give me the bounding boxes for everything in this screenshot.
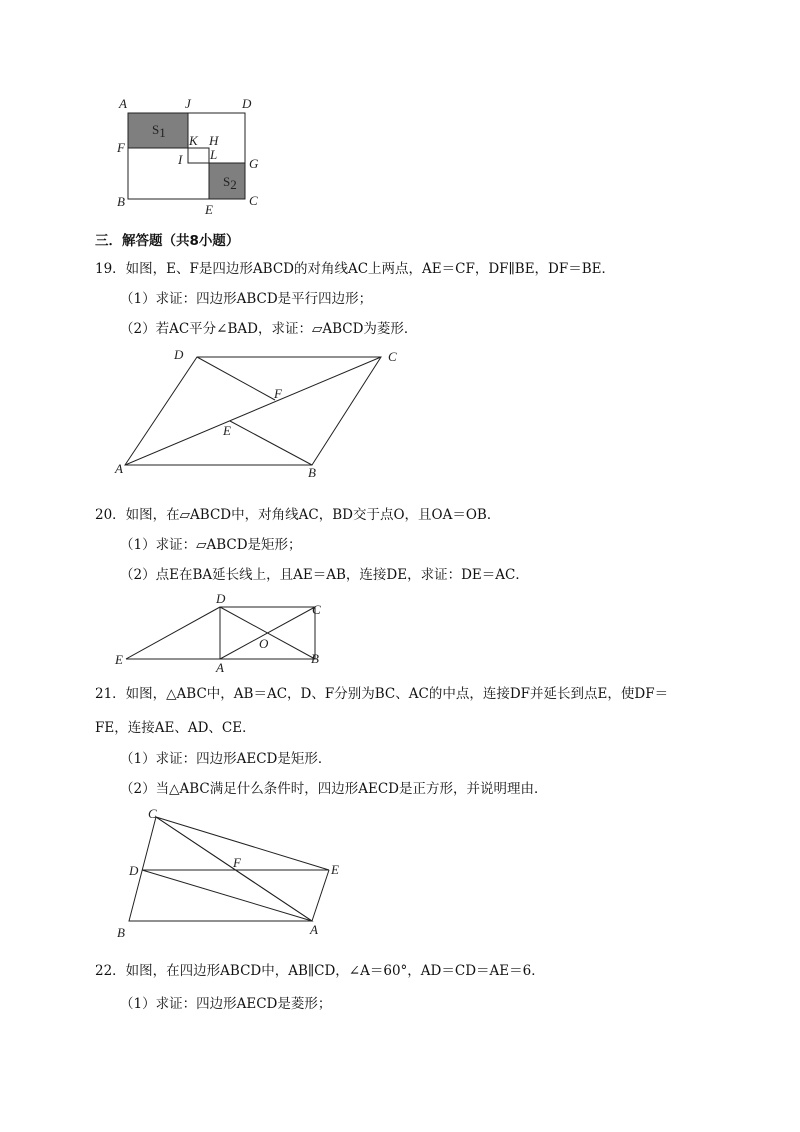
label-d: D [174, 347, 184, 362]
q19-part2: （2）若AC平分∠BAD，求证：▱ABCD为菱形． [120, 321, 418, 337]
label-l: L [210, 147, 218, 162]
diagonal-ac [125, 357, 381, 465]
label-e: E [205, 202, 213, 217]
figure-q19-parallelogram [110, 345, 410, 480]
label-s1: S1 [152, 122, 166, 140]
q21-part2: （2）当△ABC满足什么条件时，四边形AECD是正方形，并说明理由． [120, 781, 548, 797]
inner-small-square [188, 148, 209, 163]
label-c: C [148, 806, 157, 821]
q21-part1: （1）求证：四边形AECD是矩形． [120, 751, 332, 767]
label-e: E [223, 423, 231, 438]
segment-df [197, 357, 275, 400]
label-c: C [388, 349, 397, 364]
q20-stem: 20．如图，在▱ABCD中，对角线AC，BD交于点O，且OA＝OB． [95, 507, 501, 523]
label-h: H [209, 133, 219, 148]
q21-stem-line1: 21．如图，△ABC中，AB＝AC，D、F分别为BC、AC的中点，连接DF并延长到点E，使DF＝ [95, 686, 669, 702]
q21-stem-line2: FE，连接AE、AD、CE． [95, 720, 256, 736]
label-o: O [259, 636, 269, 651]
label-f: F [274, 386, 282, 401]
label-j: J [185, 96, 191, 111]
label-a: A [119, 96, 127, 111]
label-f: F [233, 855, 241, 870]
label-a: A [310, 922, 318, 937]
label-d: D [129, 863, 139, 878]
section-heading: 三．解答题（共8小题） [95, 233, 240, 249]
q20-part1: （1）求证：▱ABCD是矩形； [120, 537, 302, 553]
segment-de [126, 607, 220, 659]
label-f: F [117, 140, 125, 155]
q22-stem: 22．如图，在四边形ABCD中，AB∥CD，∠A＝60°，AD＝CD＝AE＝6． [95, 963, 545, 979]
label-b: B [117, 925, 125, 940]
figure-squares-diagram [110, 92, 270, 217]
label-i: I [178, 152, 183, 167]
label-k: K [189, 133, 198, 148]
label-a: A [216, 660, 224, 675]
label-b: B [117, 194, 125, 209]
label-b: B [308, 465, 316, 480]
label-c: C [249, 193, 258, 208]
label-g: G [249, 156, 259, 171]
figure-q21-triangle [110, 805, 360, 940]
q20-part2: （2）点E在BA延长线上，且AE＝AB，连接DE，求证：DE＝AC． [120, 567, 529, 583]
triangle-abc [129, 817, 312, 921]
q19-part1: （1）求证：四边形ABCD是平行四边形； [120, 291, 373, 307]
label-d: D [242, 96, 252, 111]
figure-q20-rectangle [110, 592, 340, 677]
inner-step-lines [128, 148, 245, 163]
label-d: D [216, 591, 226, 606]
segment-be [230, 421, 312, 465]
segment-da [142, 870, 312, 921]
q19-stem: 19．如图，E、F是四边形ABCD的对角线AC上两点，AE＝CF，DF∥BE，DF＝BE． [95, 261, 616, 277]
label-c: C [312, 602, 321, 617]
segment-ce [156, 817, 329, 870]
label-e: E [331, 862, 339, 877]
q22-part1: （1）求证：四边形AECD是菱形； [120, 996, 332, 1012]
label-s2: S2 [223, 174, 237, 192]
segment-ea [312, 870, 329, 921]
label-e: E [115, 652, 123, 667]
label-a: A [115, 461, 123, 476]
label-b: B [311, 651, 319, 666]
